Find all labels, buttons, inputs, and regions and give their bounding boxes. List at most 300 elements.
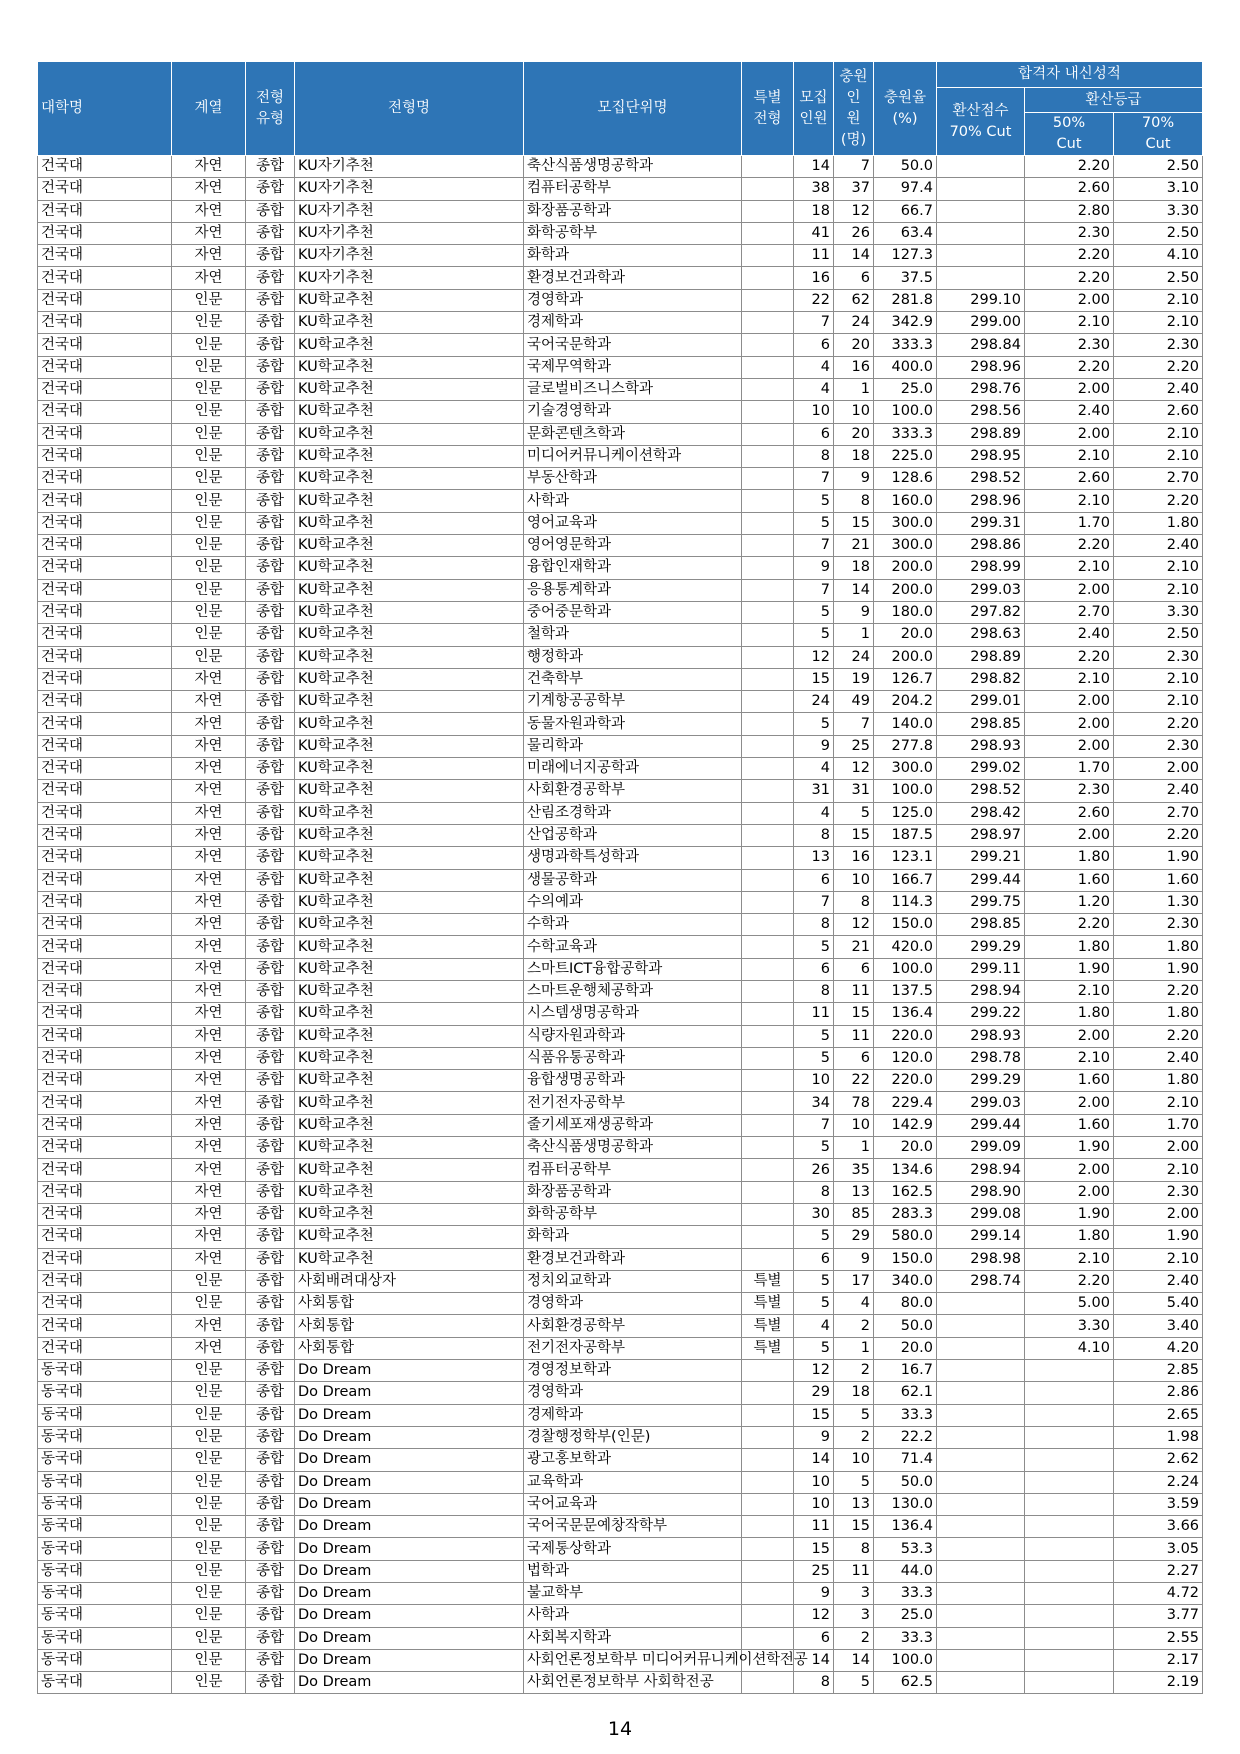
cell-score: 299.29 [937,1070,1025,1092]
cell-score: 299.01 [937,691,1025,713]
cell-special [742,579,794,601]
cell-grade-70: 2.10 [1114,423,1203,445]
cell-univ: 건국대 [38,222,172,244]
cell-type: 종합 [246,468,295,490]
cell-grade-70: 2.10 [1114,312,1203,334]
table-row [38,936,1203,958]
cell-quota: 14 [794,156,834,178]
cell-field: 인문 [172,1583,246,1605]
cell-field: 자연 [172,1226,246,1248]
cell-admission: KU학교추천 [295,735,524,757]
cell-grade-50 [1025,1360,1114,1382]
cell-univ: 동국대 [38,1449,172,1471]
cell-rate: 97.4 [874,178,937,200]
cell-score [937,1382,1025,1404]
cell-grade-50: 2.00 [1025,1181,1114,1203]
cell-grade-50: 2.00 [1025,1159,1114,1181]
cell-grade-70: 5.40 [1114,1293,1203,1315]
cell-score: 298.86 [937,535,1025,557]
cell-dept: 수의예과 [524,891,742,913]
cell-score: 298.82 [937,668,1025,690]
cell-grade-50: 1.70 [1025,758,1114,780]
cell-field: 자연 [172,267,246,289]
cell-univ: 건국대 [38,512,172,534]
cell-grade-70: 2.10 [1114,668,1203,690]
cell-grade-70: 2.10 [1114,445,1203,467]
table-row [38,267,1203,289]
cell-univ: 건국대 [38,423,172,445]
cell-special [742,691,794,713]
cell-univ: 동국대 [38,1649,172,1671]
cell-extra: 24 [834,312,874,334]
cell-special [742,535,794,557]
cell-admission: KU학교추천 [295,1070,524,1092]
cell-special [742,356,794,378]
table-row [38,802,1203,824]
cell-score: 298.78 [937,1047,1025,1069]
cell-grade-50: 2.00 [1025,579,1114,601]
cell-field: 자연 [172,780,246,802]
cell-score [937,267,1025,289]
cell-rate: 71.4 [874,1449,937,1471]
cell-extra: 11 [834,1025,874,1047]
cell-type: 종합 [246,1226,295,1248]
cell-quota: 10 [794,1471,834,1493]
cell-type: 종합 [246,713,295,735]
cell-grade-70: 2.10 [1114,1248,1203,1270]
cell-dept: 경제학과 [524,312,742,334]
cell-grade-70: 2.10 [1114,579,1203,601]
table-row [38,445,1203,467]
cell-dept: 국어교육과 [524,1493,742,1515]
cell-type: 종합 [246,490,295,512]
cell-special [742,512,794,534]
cell-extra: 26 [834,222,874,244]
table-row [38,1315,1203,1337]
cell-field: 자연 [172,1181,246,1203]
cell-univ: 건국대 [38,958,172,980]
cell-grade-50: 2.10 [1025,557,1114,579]
table-row [38,1426,1203,1448]
cell-dept: 사학과 [524,490,742,512]
table-row [38,1516,1203,1538]
cell-admission: KU학교추천 [295,1047,524,1069]
cell-grade-70: 3.30 [1114,601,1203,623]
cell-grade-50: 1.90 [1025,1203,1114,1225]
cell-field: 자연 [172,914,246,936]
cell-extra: 2 [834,1360,874,1382]
cell-univ: 건국대 [38,312,172,334]
cell-special [742,847,794,869]
cell-score: 297.82 [937,601,1025,623]
cell-score: 299.21 [937,847,1025,869]
cell-rate: 180.0 [874,601,937,623]
cell-score [937,156,1025,178]
cell-dept: 융합생명공학과 [524,1070,742,1092]
cell-rate: 140.0 [874,713,937,735]
cell-quota: 4 [794,1315,834,1337]
cell-quota: 5 [794,1270,834,1292]
cell-grade-50: 2.20 [1025,1270,1114,1292]
cell-grade-50: 2.00 [1025,735,1114,757]
cell-univ: 동국대 [38,1516,172,1538]
cell-field: 자연 [172,847,246,869]
cell-dept: 경영학과 [524,289,742,311]
cell-special [742,1627,794,1649]
cell-field: 인문 [172,1270,246,1292]
cell-score: 299.11 [937,958,1025,980]
cell-dept: 식품유통공학과 [524,1047,742,1069]
cell-admission: Do Dream [295,1605,524,1627]
cell-grade-70: 2.40 [1114,780,1203,802]
cell-score: 298.89 [937,646,1025,668]
cell-quota: 31 [794,780,834,802]
cell-rate: 220.0 [874,1025,937,1047]
cell-univ: 건국대 [38,1226,172,1248]
cell-rate: 25.0 [874,378,937,400]
cell-field: 인문 [172,1426,246,1448]
cell-special [742,646,794,668]
cell-univ: 동국대 [38,1404,172,1426]
cell-dept: 미디어커뮤니케이션학과 [524,445,742,467]
cell-grade-70: 2.30 [1114,1181,1203,1203]
table-header [38,62,1203,156]
cell-rate: 342.9 [874,312,937,334]
header-grade-70: 70% Cut [1114,113,1203,156]
cell-admission: Do Dream [295,1672,524,1694]
cell-field: 인문 [172,579,246,601]
cell-admission: Do Dream [295,1538,524,1560]
cell-extra: 10 [834,869,874,891]
cell-univ: 건국대 [38,557,172,579]
cell-grade-70: 2.10 [1114,289,1203,311]
table-row [38,1672,1203,1694]
cell-quota: 16 [794,267,834,289]
cell-special [742,1203,794,1225]
cell-grade-50 [1025,1516,1114,1538]
cell-grade-50: 1.60 [1025,1070,1114,1092]
cell-admission: KU자기추천 [295,267,524,289]
cell-field: 자연 [172,156,246,178]
cell-quota: 9 [794,557,834,579]
cell-score: 299.75 [937,891,1025,913]
cell-special [742,1181,794,1203]
header-grade-50: 50% Cut [1025,113,1114,156]
cell-grade-70: 2.65 [1114,1404,1203,1426]
cell-quota: 4 [794,802,834,824]
cell-field: 자연 [172,1315,246,1337]
cell-extra: 8 [834,891,874,913]
cell-grade-70: 2.85 [1114,1360,1203,1382]
cell-univ: 건국대 [38,579,172,601]
cell-grade-50 [1025,1493,1114,1515]
cell-grade-50: 2.10 [1025,490,1114,512]
cell-score: 298.56 [937,401,1025,423]
cell-score: 298.52 [937,780,1025,802]
cell-univ: 건국대 [38,1270,172,1292]
cell-dept: 글로벌비즈니스학과 [524,378,742,400]
cell-admission: Do Dream [295,1493,524,1515]
cell-grade-50: 2.00 [1025,824,1114,846]
cell-grade-50: 2.10 [1025,980,1114,1002]
cell-grade-50: 1.60 [1025,869,1114,891]
cell-grade-50: 2.20 [1025,646,1114,668]
cell-special: 특별 [742,1315,794,1337]
table-row [38,601,1203,623]
cell-rate: 277.8 [874,735,937,757]
cell-grade-50: 2.00 [1025,378,1114,400]
cell-admission: Do Dream [295,1426,524,1448]
cell-rate: 50.0 [874,1471,937,1493]
cell-admission: KU학교추천 [295,1248,524,1270]
cell-rate: 150.0 [874,914,937,936]
cell-grade-70: 1.60 [1114,869,1203,891]
cell-grade-70: 2.20 [1114,980,1203,1002]
cell-field: 자연 [172,222,246,244]
cell-special [742,1426,794,1448]
cell-univ: 건국대 [38,200,172,222]
cell-rate: 125.0 [874,802,937,824]
table-row [38,1270,1203,1292]
cell-admission: KU학교추천 [295,691,524,713]
cell-univ: 건국대 [38,847,172,869]
cell-extra: 78 [834,1092,874,1114]
cell-admission: KU학교추천 [295,401,524,423]
cell-extra: 15 [834,1003,874,1025]
cell-special: 특별 [742,1337,794,1359]
cell-field: 자연 [172,178,246,200]
cell-univ: 건국대 [38,780,172,802]
cell-grade-70: 2.40 [1114,378,1203,400]
cell-field: 자연 [172,1203,246,1225]
cell-grade-70: 2.40 [1114,535,1203,557]
cell-rate: 44.0 [874,1560,937,1582]
cell-score: 299.00 [937,312,1025,334]
cell-field: 자연 [172,802,246,824]
cell-extra: 2 [834,1627,874,1649]
cell-score: 299.14 [937,1226,1025,1248]
cell-score [937,1449,1025,1471]
cell-grade-50: 4.10 [1025,1337,1114,1359]
cell-type: 종합 [246,334,295,356]
cell-score: 299.31 [937,512,1025,534]
cell-dept: 화학공학부 [524,1203,742,1225]
cell-admission: KU학교추천 [295,445,524,467]
cell-univ: 건국대 [38,1114,172,1136]
cell-dept: 물리학과 [524,735,742,757]
cell-rate: 120.0 [874,1047,937,1069]
cell-rate: 127.3 [874,245,937,267]
cell-quota: 6 [794,958,834,980]
table-row [38,780,1203,802]
cell-grade-70: 2.10 [1114,691,1203,713]
cell-rate: 142.9 [874,1114,937,1136]
cell-univ: 건국대 [38,334,172,356]
cell-quota: 6 [794,423,834,445]
cell-field: 인문 [172,512,246,534]
cell-score [937,1315,1025,1337]
cell-score: 298.98 [937,1248,1025,1270]
cell-grade-70: 1.90 [1114,958,1203,980]
cell-field: 인문 [172,1560,246,1582]
cell-type: 종합 [246,1672,295,1694]
cell-admission: KU학교추천 [295,1159,524,1181]
table-row [38,1226,1203,1248]
cell-type: 종합 [246,579,295,601]
cell-grade-70: 2.20 [1114,713,1203,735]
cell-rate: 62.1 [874,1382,937,1404]
cell-score: 298.94 [937,1159,1025,1181]
cell-rate: 134.6 [874,1159,937,1181]
cell-quota: 41 [794,222,834,244]
cell-grade-70: 2.00 [1114,1137,1203,1159]
cell-grade-70: 3.10 [1114,178,1203,200]
cell-dept: 부동산학과 [524,468,742,490]
cell-field: 인문 [172,401,246,423]
cell-special [742,490,794,512]
cell-quota: 15 [794,1404,834,1426]
cell-type: 종합 [246,1337,295,1359]
cell-special [742,557,794,579]
cell-grade-70: 2.00 [1114,1203,1203,1225]
cell-dept: 산업공학과 [524,824,742,846]
cell-extra: 18 [834,445,874,467]
cell-grade-50: 2.30 [1025,334,1114,356]
cell-field: 자연 [172,1047,246,1069]
cell-type: 종합 [246,222,295,244]
cell-dept: 생물공학과 [524,869,742,891]
cell-grade-70: 2.62 [1114,1449,1203,1471]
cell-univ: 건국대 [38,601,172,623]
cell-admission: Do Dream [295,1516,524,1538]
cell-univ: 건국대 [38,378,172,400]
cell-type: 종합 [246,869,295,891]
cell-type: 종합 [246,1493,295,1515]
cell-field: 인문 [172,1293,246,1315]
cell-special [742,378,794,400]
cell-rate: 200.0 [874,557,937,579]
cell-dept: 철학과 [524,624,742,646]
cell-score: 298.96 [937,356,1025,378]
cell-type: 종합 [246,445,295,467]
cell-quota: 15 [794,668,834,690]
cell-rate: 63.4 [874,222,937,244]
cell-type: 종합 [246,1137,295,1159]
cell-admission: KU학교추천 [295,378,524,400]
cell-univ: 건국대 [38,267,172,289]
cell-univ: 건국대 [38,1025,172,1047]
table-row [38,1382,1203,1404]
cell-dept: 융합인재학과 [524,557,742,579]
cell-type: 종합 [246,401,295,423]
table-row [38,1181,1203,1203]
cell-quota: 7 [794,312,834,334]
cell-rate: 200.0 [874,579,937,601]
cell-rate: 300.0 [874,535,937,557]
table-row [38,535,1203,557]
cell-admission: KU학교추천 [295,1226,524,1248]
cell-admission: KU학교추천 [295,758,524,780]
cell-score [937,200,1025,222]
cell-dept: 축산식품생명공학과 [524,1137,742,1159]
cell-grade-50: 1.20 [1025,891,1114,913]
header-extra: 충원인 원(명) [834,62,874,156]
cell-dept: 수학교육과 [524,936,742,958]
table-row [38,401,1203,423]
cell-rate: 333.3 [874,423,937,445]
cell-type: 종합 [246,356,295,378]
cell-field: 자연 [172,1025,246,1047]
cell-grade-70: 2.17 [1114,1649,1203,1671]
cell-extra: 21 [834,936,874,958]
table-row [38,1092,1203,1114]
cell-special [742,735,794,757]
cell-field: 인문 [172,1649,246,1671]
cell-dept: 응용통계학과 [524,579,742,601]
cell-extra: 10 [834,401,874,423]
cell-field: 인문 [172,1360,246,1382]
cell-rate: 225.0 [874,445,937,467]
table-row [38,312,1203,334]
cell-grade-70: 1.80 [1114,1070,1203,1092]
cell-type: 종합 [246,1538,295,1560]
cell-type: 종합 [246,512,295,534]
cell-univ: 건국대 [38,936,172,958]
cell-type: 종합 [246,289,295,311]
cell-field: 자연 [172,668,246,690]
cell-rate: 187.5 [874,824,937,846]
cell-extra: 25 [834,735,874,757]
cell-admission: Do Dream [295,1449,524,1471]
cell-score: 298.93 [937,1025,1025,1047]
cell-special [742,1449,794,1471]
cell-admission: KU학교추천 [295,557,524,579]
cell-special [742,1560,794,1582]
cell-score [937,1493,1025,1515]
cell-rate: 340.0 [874,1270,937,1292]
cell-extra: 20 [834,334,874,356]
cell-extra: 3 [834,1605,874,1627]
cell-rate: 25.0 [874,1605,937,1627]
cell-grade-50: 2.20 [1025,267,1114,289]
cell-grade-50: 2.00 [1025,289,1114,311]
cell-score [937,1337,1025,1359]
cell-quota: 7 [794,535,834,557]
cell-admission: KU학교추천 [295,535,524,557]
cell-special [742,1047,794,1069]
cell-univ: 건국대 [38,289,172,311]
cell-grade-70: 1.98 [1114,1426,1203,1448]
cell-score: 299.02 [937,758,1025,780]
cell-extra: 22 [834,1070,874,1092]
cell-rate: 204.2 [874,691,937,713]
cell-extra: 35 [834,1159,874,1181]
cell-extra: 12 [834,200,874,222]
table-row [38,200,1203,222]
cell-type: 종합 [246,1360,295,1382]
cell-type: 종합 [246,178,295,200]
cell-field: 인문 [172,1627,246,1649]
cell-extra: 24 [834,646,874,668]
cell-type: 종합 [246,1092,295,1114]
cell-dept: 국어국문학과 [524,334,742,356]
cell-dept: 컴퓨터공학부 [524,1159,742,1181]
cell-admission: KU학교추천 [295,490,524,512]
cell-rate: 160.0 [874,490,937,512]
cell-type: 종합 [246,1605,295,1627]
table-row [38,1159,1203,1181]
cell-dept: 행정학과 [524,646,742,668]
